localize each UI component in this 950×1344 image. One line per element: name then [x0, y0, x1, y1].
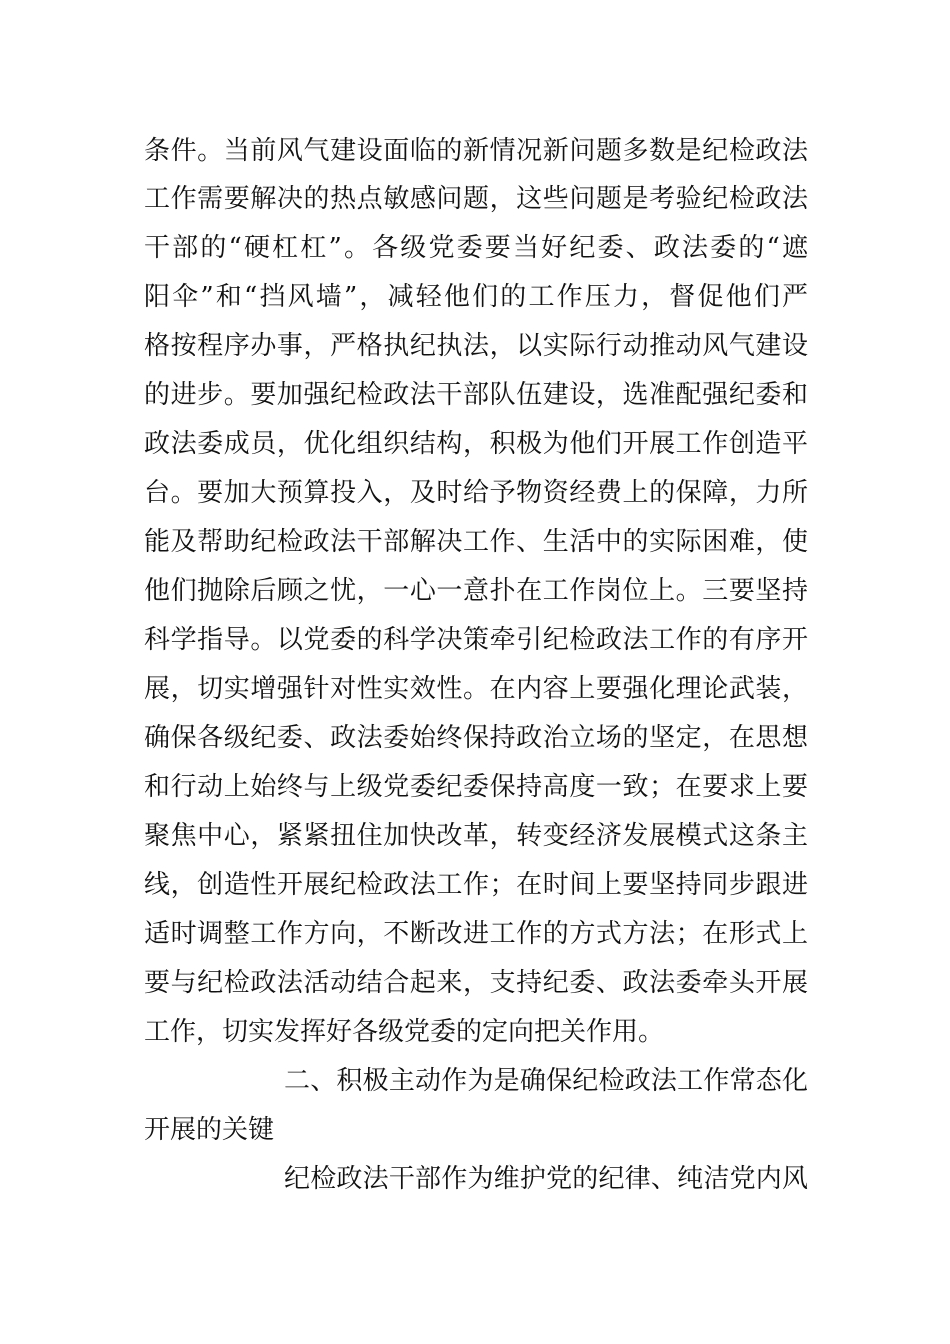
body-line-9: 能及帮助纪检政法干部解决工作、生活中的实际困难，使 — [144, 527, 808, 557]
section-heading-line-2: 开展的关键 — [144, 1115, 275, 1145]
body-line-11: 科学指导。以党委的科学决策牵引纪检政法工作的有序开 — [144, 625, 808, 655]
body-line-10: 他们抛除后顾之忧，一心一意扑在工作岗位上。三要坚持 — [144, 576, 808, 606]
body-line-18: 要与纪检政法活动结合起来，支持纪委、政法委牵头开展 — [144, 968, 808, 998]
body-line-3: 干部的“硬杠杠”。各级党委要当好纪委、政法委的“遮 — [144, 233, 808, 263]
body-line-12: 展，切实增强针对性实效性。在内容上要强化理论武装， — [144, 674, 808, 704]
body-line-22: 纪检政法干部作为维护党的纪律、纯洁党内风 — [284, 1164, 808, 1194]
body-line-14: 和行动上始终与上级党委纪委保持高度一致；在要求上要 — [144, 772, 808, 802]
body-line-13: 确保各级纪委、政法委始终保持政治立场的坚定，在思想 — [144, 723, 808, 753]
body-line-15: 聚焦中心，紧紧扭住加快改革，转变经济发展模式这条主 — [144, 821, 808, 851]
body-line-1: 条件。当前风气建设面临的新情况新问题多数是纪检政法 — [144, 136, 808, 166]
body-line-5: 格按程序办事，严格执纪执法，以实际行动推动风气建设 — [144, 331, 808, 361]
body-line-16: 线，创造性开展纪检政法工作；在时间上要坚持同步跟进 — [144, 870, 808, 900]
body-line-2: 工作需要解决的热点敏感问题，这些问题是考验纪检政法 — [144, 184, 808, 214]
body-line-17: 适时调整工作方向，不断改进工作的方式方法；在形式上 — [144, 919, 808, 949]
body-line-7: 政法委成员，优化组织结构，积极为他们开展工作创造平 — [144, 429, 808, 459]
section-heading-line-1: 二、积极主动作为是确保纪检政法工作常态化 — [284, 1066, 808, 1096]
body-line-19: 工作，切实发挥好各级党委的定向把关作用。 — [144, 1017, 665, 1047]
body-line-6: 的进步。要加强纪检政法干部队伍建设，选准配强纪委和 — [144, 380, 808, 410]
body-line-8: 台。要加大预算投入，及时给予物资经费上的保障，力所 — [144, 478, 808, 508]
body-line-4: 阳伞”和“挡风墙”，减轻他们的工作压力，督促他们严 — [144, 282, 808, 312]
